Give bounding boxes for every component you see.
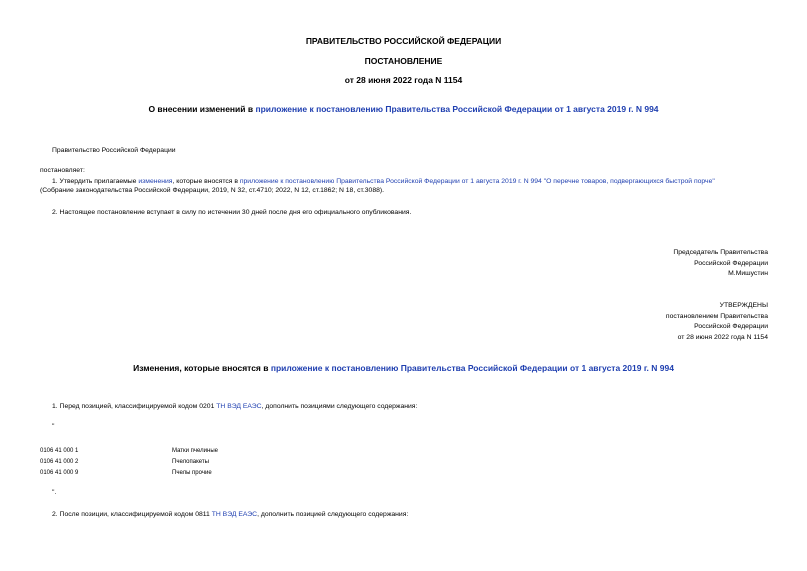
- p1-changes-link[interactable]: изменения: [138, 178, 173, 185]
- signature-block: [673, 248, 768, 280]
- approved-line-2: постановлением Правительства: [665, 312, 768, 320]
- table-row-name: Матки пчелиные: [172, 448, 218, 454]
- intro-text: Правительство Российской Федерации: [52, 147, 176, 154]
- document-title-link[interactable]: приложение к постановлению Правительства Российской Федерации от 1 августа 2019 г. N 994: [255, 104, 659, 114]
- approved-block: [666, 301, 768, 343]
- item-1-suffix: , дополнить позициями следующего содержания:: [261, 403, 418, 410]
- p1-mid: , которые вносятся в: [172, 178, 240, 185]
- signature-line-3: М.Мишустин: [728, 270, 768, 277]
- item-2-prefix: 2. После позиции, классифицируемой кодом 0811: [52, 511, 212, 518]
- item-2-tnved-link[interactable]: ТН ВЭД ЕАЭС: [211, 511, 258, 518]
- paragraph-2: 2. Настоящее постановление вступает в силу по истечении 30 дней после дня его официального опубликования.: [52, 209, 412, 216]
- open-quote: ": [52, 423, 55, 430]
- paragraph-1-line-2: (Собрание законодательства Российской Федерации, 2019, N 32, ст.4710; 2022, N 12, ст.1862; N 18, ст.3088).: [40, 187, 385, 194]
- document-title-prefix: О внесении изменений в: [148, 104, 256, 114]
- item-1-prefix: 1. Перед позицией, классифицируемой кодом 0201: [52, 403, 217, 410]
- table-row-code: 0106 41 000 1: [40, 448, 79, 454]
- item-2-suffix: , дополнить позицией следующего содержания:: [257, 511, 409, 518]
- p1-prefix: 1. Утвердить прилагаемые: [52, 178, 139, 185]
- signature-line-2: Российской Федерации: [694, 259, 768, 267]
- p1-annex-link[interactable]: приложение к постановлению Правительства Российской Федерации от 1 августа 2019 г. N 994 "О перечне товаров, подвергающихся быстрой порче": [239, 178, 715, 185]
- document-title: [0, 104, 807, 114]
- changes-title: [0, 363, 807, 373]
- changes-title-link[interactable]: приложение к постановлению Правительства Российской Федерации от 1 августа 2019 г. N 994: [270, 363, 674, 373]
- approved-line-3: Российской Федерации: [694, 323, 768, 330]
- approved-line-4: от 28 июня 2022 года N 1154: [677, 333, 768, 341]
- government-heading: ПРАВИТЕЛЬСТВО РОССИЙСКОЙ ФЕДЕРАЦИИ: [305, 36, 502, 46]
- change-item-2: [52, 511, 408, 519]
- table-row-name: Пчелопакеты: [172, 459, 209, 465]
- table-row-name: Пчелы прочие: [172, 470, 212, 476]
- close-quote: ".: [52, 489, 57, 496]
- document-type-heading: ПОСТАНОВЛЕНИЕ: [364, 56, 443, 66]
- table-row-code: 0106 41 000 9: [40, 470, 79, 476]
- signature-line-1: Председатель Правительства: [673, 249, 768, 256]
- approved-line-1: УТВЕРЖДЕНЫ: [719, 302, 768, 309]
- change-item-1: [52, 403, 417, 411]
- paragraph-1-line-1: [52, 178, 715, 186]
- table-row-code: 0106 41 000 2: [40, 459, 79, 465]
- item-1-tnved-link[interactable]: ТН ВЭД ЕАЭС: [216, 403, 262, 410]
- changes-title-prefix: Изменения, которые вносятся в: [133, 363, 271, 373]
- resolves-text: постановляет:: [40, 167, 85, 174]
- document-date-number: от 28 июня 2022 года N 1154: [344, 75, 463, 85]
